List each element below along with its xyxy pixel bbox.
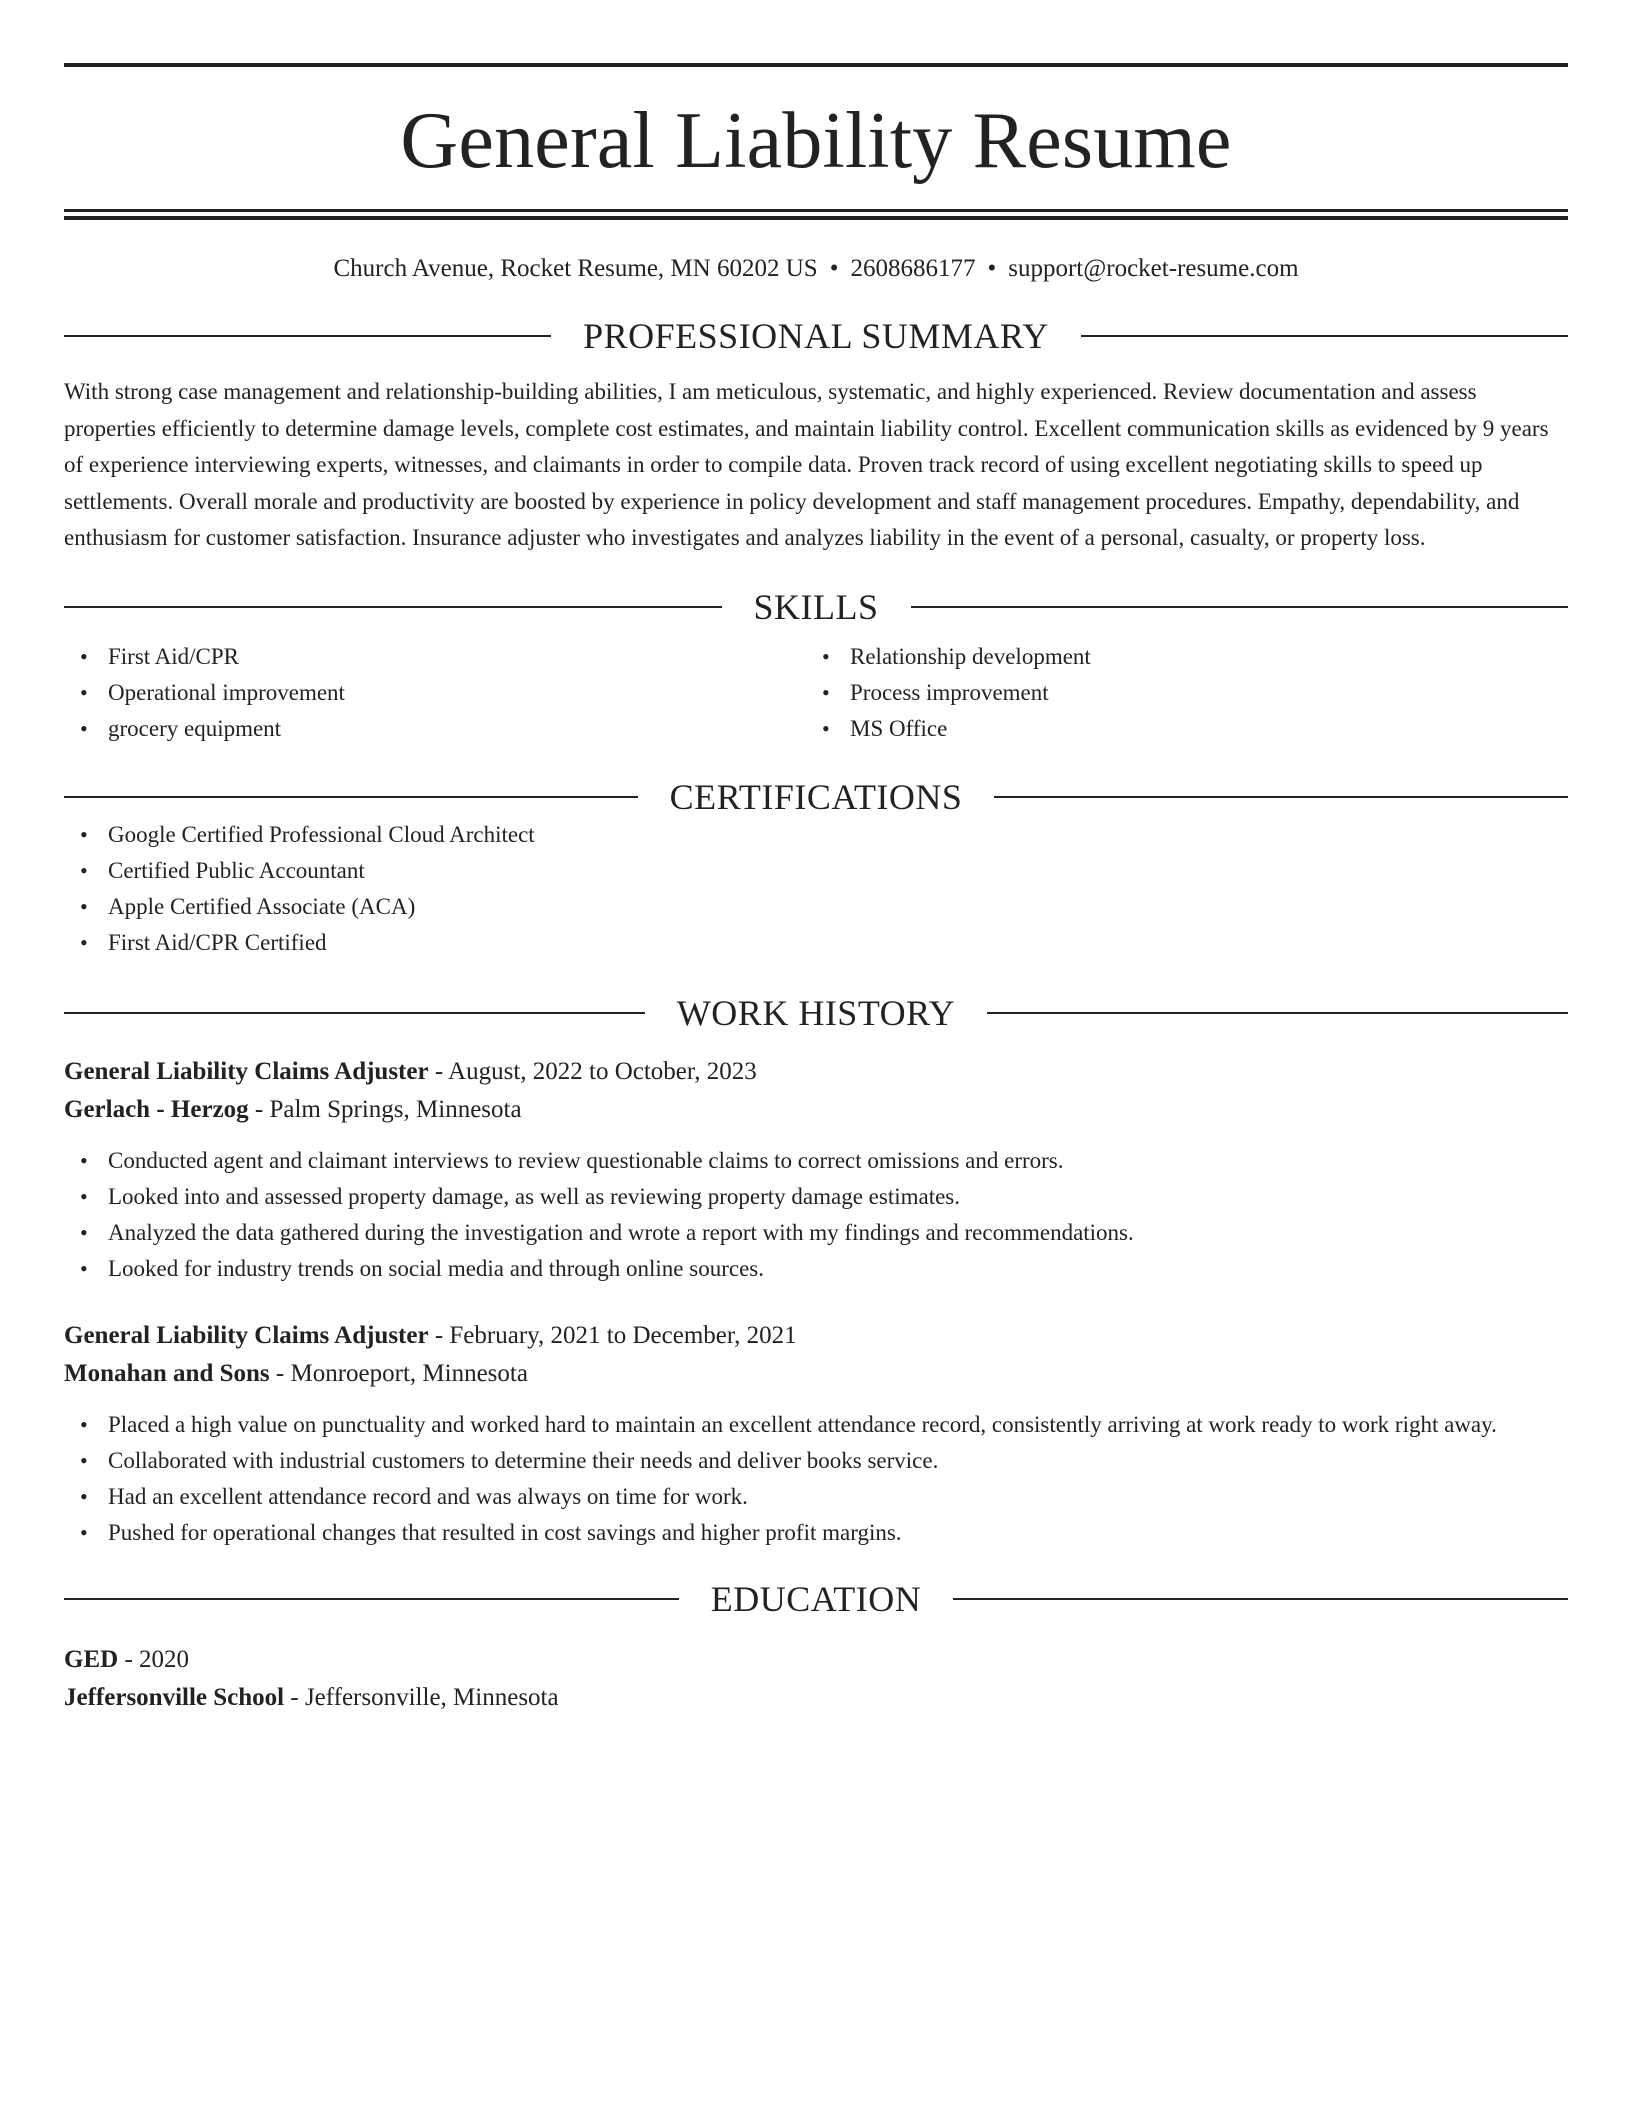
- job-location: Palm Springs, Minnesota: [269, 1095, 522, 1123]
- job-entry: [64, 1053, 1568, 1287]
- heading-rule: [953, 1598, 1568, 1600]
- education-year: 2020: [139, 1645, 190, 1673]
- job-company: Gerlach - Herzog: [64, 1095, 249, 1123]
- bullet-icon: •: [80, 1447, 88, 1473]
- list-item: • Process improvement: [806, 675, 1548, 711]
- education-degree: GED: [64, 1645, 119, 1673]
- heading-rule: [64, 1012, 645, 1014]
- list-item: • Conducted agent and claimant interviews to review questionable claims to correct omissions and errors.: [64, 1143, 1568, 1179]
- education-school-line: Jeffersonville School - Jeffersonville, Minnesota: [64, 1683, 559, 1711]
- job-duties-list: [64, 1407, 1568, 1551]
- education-degree-line: GED - 2020: [64, 1645, 190, 1673]
- list-item: • Google Certified Professional Cloud Architect: [64, 817, 1568, 853]
- job-title-line: General Liability Claims Adjuster - February, 2021 to December, 2021: [64, 1321, 797, 1349]
- summary-text: With strong case management and relationship-building abilities, I am meticulous, systematic, and highly experienced. Review documentation and assess properties efficiently to determine damage levels, complete cost estimates, and maintain liability control. Excellent communication skills as evidenced by 9 years of experience interviewing experts, witnesses, and claimants in order to compile data. Proven track record of using excellent negotiating skills to speed up settlements. Overall morale and productivity are boosted by experience in policy development and staff management procedures. Empathy, dependability, and enthusiasm for customer satisfaction. Insurance adjuster who investigates and analyzes liability in the event of a personal, casualty, or property loss.: [64, 379, 1549, 550]
- education-location: Jeffersonville, Minnesota: [304, 1683, 559, 1711]
- bullet-icon: •: [80, 1147, 88, 1173]
- list-item: • Certified Public Accountant: [64, 853, 1568, 889]
- list-item: • Collaborated with industrial customers to determine their needs and deliver books service.: [64, 1443, 1568, 1479]
- list-item: • Relationship development: [806, 639, 1548, 675]
- heading-rule: [911, 606, 1569, 608]
- heading-rule: [987, 1012, 1568, 1014]
- bullet-icon: •: [80, 1411, 88, 1437]
- heading-rule: [64, 1598, 679, 1600]
- bullet-icon: •: [80, 821, 88, 847]
- section-heading-work-history: [64, 993, 1568, 1033]
- job-dates: February, 2021 to December, 2021: [449, 1321, 797, 1349]
- bullet-icon: •: [80, 1255, 88, 1281]
- section-title: SKILLS: [753, 586, 879, 627]
- section-title: CERTIFICATIONS: [669, 776, 963, 817]
- job-duties-list: [64, 1143, 1568, 1287]
- heading-rule: [64, 335, 551, 337]
- list-item: • Pushed for operational changes that resulted in cost savings and higher profit margins.: [64, 1515, 1568, 1551]
- bullet-icon: •: [80, 643, 88, 669]
- list-item: • grocery equipment: [64, 711, 806, 747]
- education-entry: [64, 1641, 1568, 1717]
- top-rule: [64, 63, 1568, 67]
- job-company-line: Monahan and Sons - Monroeport, Minnesota: [64, 1359, 528, 1387]
- job-title-line: General Liability Claims Adjuster - August, 2022 to October, 2023: [64, 1057, 757, 1085]
- job-location: Monroeport, Minnesota: [290, 1359, 528, 1387]
- section-title: EDUCATION: [710, 1578, 922, 1619]
- job-dates: August, 2022 to October, 2023: [448, 1057, 757, 1085]
- job-title: General Liability Claims Adjuster: [64, 1321, 429, 1349]
- list-item: • Looked into and assessed property damage, as well as reviewing property damage estimates.: [64, 1179, 1568, 1215]
- bullet-icon: •: [80, 1483, 88, 1509]
- heading-rule: [64, 796, 638, 798]
- heading-rule: [1081, 335, 1568, 337]
- list-item: • Placed a high value on punctuality and worked hard to maintain an excellent attendance record, consistently arriving at work ready to work right away.: [64, 1407, 1568, 1443]
- bullet-icon: •: [80, 715, 88, 741]
- contact-line: [64, 254, 1568, 284]
- section-title: PROFESSIONAL SUMMARY: [583, 316, 1049, 356]
- list-item: • Looked for industry trends on social media and through online sources.: [64, 1251, 1568, 1287]
- section-heading-education: [64, 1579, 1568, 1619]
- skills-column-right: [806, 639, 1548, 747]
- bullet-icon: •: [80, 679, 88, 705]
- certifications-list: [64, 817, 1568, 961]
- contact-address: Church Avenue, Rocket Resume, MN 60202 US: [333, 255, 818, 282]
- list-item: • MS Office: [806, 711, 1548, 747]
- contact-phone: 2608686177: [850, 255, 976, 282]
- bullet-icon: •: [80, 1519, 88, 1545]
- title-double-rule: [64, 209, 1568, 220]
- section-title: WORK HISTORY: [676, 992, 956, 1033]
- section-heading-certifications: [64, 777, 1568, 817]
- list-item: • Analyzed the data gathered during the investigation and wrote a report with my findings and recommendations.: [64, 1215, 1568, 1251]
- list-item: • Apple Certified Associate (ACA): [64, 889, 1568, 925]
- contact-separator: •: [829, 255, 839, 282]
- bullet-icon: •: [822, 643, 830, 669]
- job-company: Monahan and Sons: [64, 1359, 270, 1387]
- contact-email: support@rocket-resume.com: [1008, 255, 1299, 282]
- bullet-icon: •: [822, 715, 830, 741]
- bullet-icon: •: [80, 893, 88, 919]
- list-item: • Operational improvement: [64, 675, 806, 711]
- heading-rule: [64, 606, 722, 608]
- bullet-icon: •: [80, 1183, 88, 1209]
- list-item: • Had an excellent attendance record and was always on time for work.: [64, 1479, 1568, 1515]
- list-item: • First Aid/CPR: [64, 639, 806, 675]
- bullet-icon: •: [80, 857, 88, 883]
- resume-title: General Liability Resume: [400, 97, 1232, 185]
- skills-column-left: [64, 639, 806, 747]
- education-school: Jeffersonville School: [64, 1683, 285, 1711]
- bullet-icon: •: [80, 929, 88, 955]
- job-entry: [64, 1317, 1568, 1551]
- skills-list: [64, 639, 1568, 747]
- bullet-icon: •: [80, 1219, 88, 1245]
- heading-rule: [994, 796, 1568, 798]
- job-title: General Liability Claims Adjuster: [64, 1057, 429, 1085]
- section-heading-summary: [64, 316, 1568, 356]
- resume-page: [64, 63, 1568, 1717]
- section-heading-skills: [64, 587, 1568, 627]
- job-company-line: Gerlach - Herzog - Palm Springs, Minnesota: [64, 1095, 522, 1123]
- bullet-icon: •: [822, 679, 830, 705]
- list-item: • First Aid/CPR Certified: [64, 925, 1568, 961]
- contact-separator: •: [987, 255, 997, 282]
